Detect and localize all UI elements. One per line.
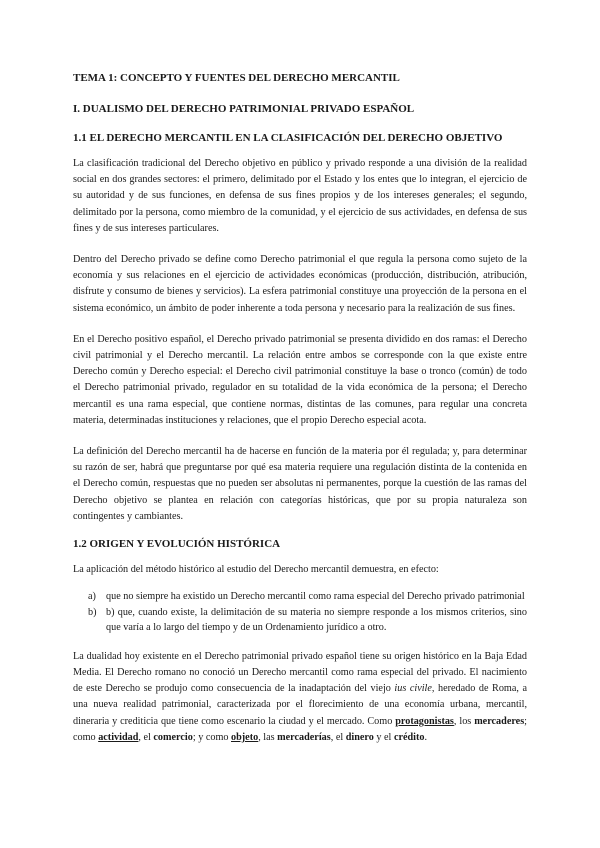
list-item-text: que no siempre ha existido un Derecho mercantil como rama especial del Derecho privado patrimonial (106, 591, 525, 603)
text-run: , el (330, 731, 346, 743)
emphasis-objeto: objeto (231, 731, 259, 743)
italic-term: ius civile, (394, 683, 435, 695)
emphasis-comercio: comercio (153, 731, 193, 743)
list-item (73, 590, 527, 604)
emphasis-dinero: dinero (345, 731, 374, 743)
document-page (73, 66, 527, 746)
emphasis-mercaderias: mercaderías (277, 731, 331, 743)
list-item (73, 606, 527, 634)
emphasis-mercaderes: mercaderes (474, 715, 525, 727)
subsection-heading-1-1: 1.1 EL DERECHO MERCANTIL EN LA CLASIFICACIÓN DEL DERECHO OBJETIVO (73, 132, 503, 144)
text-run: ; y como (192, 731, 232, 743)
document-title: TEMA 1: CONCEPTO Y FUENTES DEL DERECHO MERCANTIL (73, 72, 400, 84)
paragraph-2: Dentro del Derecho privado se define como Derecho patrimonial el que regula la persona como sujeto de la economía y sus relaciones en el ejercicio de actividades económicas (producción, distribución, atribución, disfrute y consumo de bienes y servicios). La esfera patrimonial constituye una proyección de la persona en el sistema económico, un ámbito de poder inherente a toda persona y necesario para la realización de sus fines. (73, 254, 527, 314)
text-run: . (424, 731, 428, 743)
text-run: ; como (73, 715, 528, 743)
list-marker: a) (88, 591, 96, 603)
text-run: y el (373, 731, 394, 743)
section-heading-1: I. DUALISMO DEL DERECHO PATRIMONIAL PRIVADO ESPAÑOL (73, 103, 415, 115)
text-run: , el (138, 731, 154, 743)
subsection-heading-1-2: 1.2 ORIGEN Y EVOLUCIÓN HISTÓRICA (73, 538, 281, 551)
text-run: La dualidad hoy existente en el Derecho patrimonial privado español tiene su origen histórico en la Baja Edad Media. El Derecho romano no conoció un Derecho mercantil como rama especial del privado. El nacimiento de este Derecho se produjo como consecuencia de la inadaptación del viejo (73, 650, 527, 695)
emphasis-protagonistas: protagonistas (395, 715, 454, 727)
paragraph-6 (73, 649, 527, 746)
paragraph-1: La clasificación tradicional del Derecho objetivo en público y privado responde a una división de la realidad social en dos grandes sectores: el primero, delimitado por el Estado y los entes que lo integran, el ejercicio de su autoridad y de sus funciones, en defensa de sus fines propios y de los intereses generales; el segundo, delimitado por la persona, como miembro de la comunidad, y el ejercicio de sus actividades, en defensa de sus fines y de sus intereses particulares. (73, 158, 527, 234)
paragraph-4: La definición del Derecho mercantil ha de hacerse en función de la materia por él regulada; y, para determinar su razón de ser, habrá que preguntarse por qué esa materia requiere una regulación distinta de la contenida en el Derecho común, respuestas que no pueden ser absolutas ni permanentes, porque la cuestión de las ramas del Derecho objetivo se plantea en relación con categorías históricas, que por su propia naturaleza son contingentes y cambiantes. (73, 446, 527, 522)
text-run: , las (258, 731, 278, 743)
paragraph-5: La aplicación del método histórico al estudio del Derecho mercantil demuestra, en efecto: (73, 564, 439, 576)
paragraph-3: En el Derecho positivo español, el Derecho privado patrimonial se presenta dividido en dos ramas: el Derecho civil patrimonial y el Derecho mercantil. La relación entre ambos se corresponde con la que existe entre Derecho común y Derecho especial: el Derecho civil patrimonial constituye la base o tronco (común) de todo el Derecho patrimonial privado, regulador en su totalidad de la vida económica de la persona; el Derecho mercantil es una rama especial, que contiene normas, distintas de las comunes, para regular una concreta materia, determinadas instituciones y relaciones, que el propio Derecho especial acota. (73, 333, 527, 426)
emphasis-actividad: actividad (98, 731, 139, 743)
enumerated-list (73, 590, 527, 635)
text-run: , los (453, 715, 475, 727)
list-item-text: b) que, cuando existe, la delimitación de su materia no siempre responde a los mismos criterios, sino que varía a lo largo del tiempo y de un Ordenamiento jurídico a otro. (106, 607, 527, 633)
emphasis-credito: crédito (393, 731, 425, 743)
text-run: heredado de Roma, a una nueva realidad patrimonial, caracterizada por el florecimiento de una economía urbana, mercantil, dineraria y crediticia que tiene como escenario la ciudad y el mercado. Como (73, 683, 527, 727)
list-marker: b) (88, 607, 97, 619)
